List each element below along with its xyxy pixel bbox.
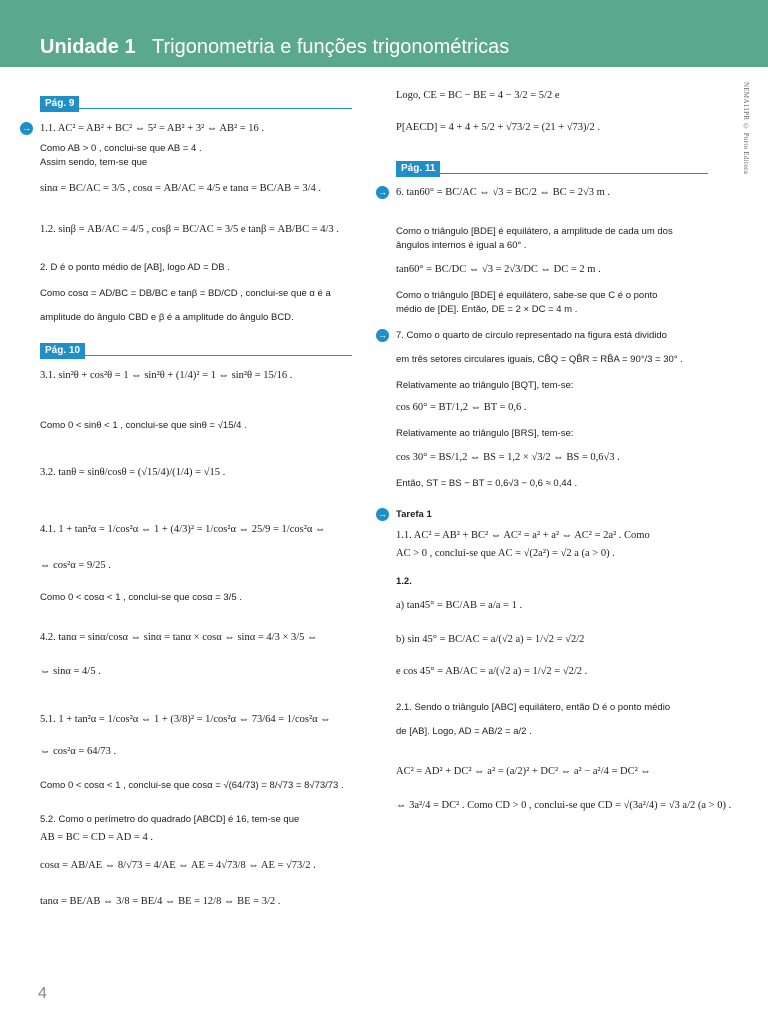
exercise-5-1: 5.1. 1 + tan²α = 1/cos²α ⇔ 1 + (3/8)² = 1/cos²α ⇔ 73/64 = 1/cos²α ⇔ xyxy=(40,714,331,725)
task-1-2: 1.2. xyxy=(396,576,412,587)
math-line: e cos 45° = AB/AC = a/(√2 a) = 1/√2 = √2/2 . xyxy=(396,666,588,677)
exercise-4-1: 4.1. 1 + tan²α = 1/cos²α ⇔ 1 + (4/3)² = 1/cos²α ⇔ 25/9 = 1/cos²α ⇔ xyxy=(40,524,326,535)
text-line: em três setores circulares iguais, CB̂Q = QB̂R = RB̂A = 90°/3 = 30° . xyxy=(396,354,683,365)
text-line: Como cosα = AD/BC = DB/BC e tanβ = BD/CD , conclui-se que α é a xyxy=(40,288,331,299)
text-line: Assim sendo, tem-se que xyxy=(40,157,148,168)
page-marker-11 xyxy=(396,158,708,174)
text-line: amplitude do ângulo CBD e β é a amplitude do ângulo BCD. xyxy=(40,312,294,323)
exercise-6: 6. tan60° = BC/AC ⇔ √3 = BC/2 ⇔ BC = 2√3 m . xyxy=(396,187,611,198)
exercise-3-2: 3.2. tanθ = sinθ/cosθ = (√15/4)/(1/4) = √15 . xyxy=(40,467,226,478)
text-line: Então, ST = BS − BT = 0,6√3 − 0,6 ≈ 0,44 . xyxy=(396,478,578,489)
exercise-1-1: 1.1. AC² = AB² + BC² ⇔ 5² = AB² + 3² ⇔ AB² = 16 . xyxy=(40,123,265,134)
text-line: Relativamente ao triângulo [BRS], tem-se: xyxy=(396,428,574,439)
task-1-1: 1.1. AC² = AB² + BC² ⇔ AC² = a² + a² ⇔ AC² = 2a² . Como xyxy=(396,530,650,541)
math-line: cosα = AB/AE ⇔ 8/√73 = 4/AE ⇔ AE = 4√73/8 ⇔ AE = √73/2 . xyxy=(40,860,316,871)
math-line: cos 30° = BS/1,2 ⇔ BS = 1,2 × √3/2 ⇔ BS = 0,6√3 . xyxy=(396,452,620,463)
unit-title: Trigonometria e funções trigonométricas xyxy=(152,36,510,58)
text-line: Como AB > 0 , conclui-se que AB = 4 . xyxy=(40,143,202,154)
page-marker-9 xyxy=(40,93,352,109)
text-line: médio de [DE]. Então, DE = 2 × DC = 4 m . xyxy=(396,304,578,315)
page-tag: Pág. 11 xyxy=(396,161,440,177)
exercise-5-2: 5.2. Como o perímetro do quadrado [ABCD] é 16, tem-se que xyxy=(40,814,300,825)
task-2-1: 2.1. Sendo o triângulo [ABC] equilátero, então D é o ponto médio xyxy=(396,702,671,713)
side-credit: NEMA11PR © Porto Editora xyxy=(742,82,750,175)
arrow-icon: → xyxy=(378,509,387,519)
exercise-2: 2. D é o ponto médio de [AB], logo AD = DB . xyxy=(40,262,230,273)
text-line: Como o triângulo [BDE] é equilátero, a amplitude de cada um dos xyxy=(396,226,673,237)
text-line: Como 0 < cosα < 1 , conclui-se que cosα = √(64/73) = 8/√73 = 8√73/73 . xyxy=(40,780,344,791)
divider xyxy=(40,108,352,109)
arrow-icon: → xyxy=(378,330,387,340)
page-number: 4 xyxy=(38,985,47,1002)
math-line: AB = BC = CD = AD = 4 . xyxy=(40,832,153,843)
text-line: Como o triângulo [BDE] é equilátero, sabe-se que C é o ponto xyxy=(396,290,658,301)
math-line: AC² = AD² + DC² ⇔ a² = (a/2)² + DC² ⇔ a² − a²/4 = DC² ⇔ xyxy=(396,766,651,777)
task-title: Tarefa 1 xyxy=(396,509,432,520)
math-line: P[AECD] = 4 + 4 + 5/2 + √73/2 = (21 + √73)/2 . xyxy=(396,122,600,133)
arrow-icon: → xyxy=(22,123,31,133)
page-tag: Pág. 9 xyxy=(40,96,79,112)
exercise-3-1: 3.1. sin²θ + cos²θ = 1 ⇔ sin²θ + (1/4)² = 1 ⇔ sin²θ = 15/16 . xyxy=(40,370,293,381)
math-line: AC > 0 , conclui-se que AC = √(2a²) = √2 a (a > 0) . xyxy=(396,548,615,559)
exercise-4-2: 4.2. tanα = sinα/cosα ⇔ sinα = tanα × cosα ⇔ sinα = 4/3 × 3/5 ⇔ xyxy=(40,632,318,643)
math-line: tan60° = BC/DC ⇔ √3 = 2√3/DC ⇔ DC = 2 m . xyxy=(396,264,601,275)
unit-header xyxy=(0,0,768,67)
unit-label: Unidade 1 xyxy=(40,36,136,58)
exercise-1-2: 1.2. sinβ = AB/AC = 4/5 , cosβ = BC/AC = 3/5 e tanβ = AB/BC = 4/3 . xyxy=(40,224,339,235)
math-line: a) tan45° = BC/AB = a/a = 1 . xyxy=(396,600,523,611)
math-line: b) sin 45° = BC/AC = a/(√2 a) = 1/√2 = √2/2 xyxy=(396,634,585,645)
math-line: sinα = BC/AC = 3/5 , cosα = AB/AC = 4/5 e tanα = BC/AB = 3/4 . xyxy=(40,183,322,194)
math-line: Logo, CE = BC − BE = 4 − 3/2 = 5/2 e xyxy=(396,90,560,101)
exercise-7: 7. Como o quarto de círculo representado na figura está dividido xyxy=(396,330,667,341)
text-line: de [AB]. Logo, AD = AB/2 = a/2 . xyxy=(396,726,532,737)
text-line: Como 0 < sinθ < 1 , conclui-se que sinθ = √15/4 . xyxy=(40,420,247,431)
math-line: ⇔ sinα = 4/5 . xyxy=(40,666,101,677)
text-line: Relativamente ao triângulo [BQT], tem-se: xyxy=(396,380,574,391)
math-line: cos 60° = BT/1,2 ⇔ BT = 0,6 . xyxy=(396,402,527,413)
math-line: ⇔ cos²α = 64/73 . xyxy=(40,746,117,757)
divider xyxy=(40,355,352,356)
math-line: tanα = BE/AB ⇔ 3/8 = BE/4 ⇔ BE = 12/8 ⇔ BE = 3/2 . xyxy=(40,896,281,907)
page-marker-10 xyxy=(40,340,352,356)
page-tag: Pág. 10 xyxy=(40,343,85,359)
text-line: Como 0 < cosα < 1 , conclui-se que cosα = 3/5 . xyxy=(40,592,242,603)
arrow-icon: → xyxy=(378,187,387,197)
math-line: ⇔ 3a²/4 = DC² . Como CD > 0 , conclui-se que CD = √(3a²/4) = √3 a/2 (a > 0) . xyxy=(396,800,732,811)
math-line: ⇔ cos²α = 9/25 . xyxy=(40,560,111,571)
divider xyxy=(396,173,708,174)
text-line: ângulos internos é igual a 60° . xyxy=(396,240,527,251)
